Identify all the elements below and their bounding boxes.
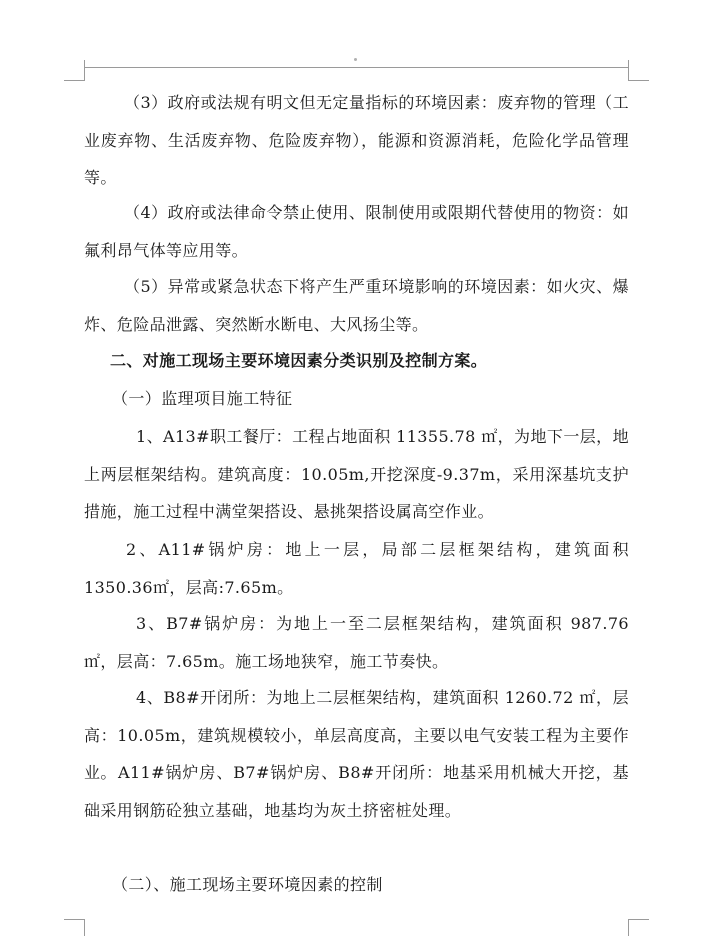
paragraph-item-4: （4）政府或法律命令禁止使用、限制使用或限期代替使用的物资：如氟利昂气体等应用等。 — [84, 203, 629, 260]
subsection-heading-2: （二）、施工现场主要环境因素的控制 — [112, 875, 383, 894]
header-rule — [84, 67, 629, 68]
crop-mark-br-h — [628, 919, 649, 920]
crop-mark-tr-v — [628, 60, 629, 81]
project-a13: 1、A13#职工餐厅：工程占地面积 11355.78 ㎡，为地下一层，地上两层框架结构。建筑高度：10.05m,开挖深度-9.37m，采用深基坑支护措施，施工过程中满堂架搭设、悬挑架搭设属高空作业。 — [84, 427, 629, 521]
crop-mark-tl-v — [84, 60, 85, 81]
project-b8: 4、B8#开闭所：为地上二层框架结构，建筑面积 1260.72 ㎡，层高：10.05m，建筑规模较小，单层高度高，主要以电气安装工程为主要作业。 — [84, 688, 629, 782]
crop-mark-tr-h — [628, 80, 649, 81]
crop-mark-br-v — [628, 919, 629, 936]
header-dot — [354, 58, 357, 61]
paragraph-item-3: （3）政府或法规有明文但无定量指标的环境因素：废弃物的管理（工业废弃物、生活废弃物、危险废弃物），能源和资源消耗，危险化学品管理等。 — [84, 93, 629, 187]
paragraph-item-5: （5）异常或紧急状态下将产生严重环境影响的环境因素：如火灾、爆炸、危险品泄露、突然断水断电、大风扬尘等。 — [84, 277, 629, 334]
crop-mark-tl-h — [64, 80, 85, 81]
subsection-heading-1: （一）监理项目施工特征 — [112, 389, 293, 408]
crop-mark-bl-v — [84, 919, 85, 936]
section-heading-2: 二、对施工现场主要环境因素分类识别及控制方案。 — [110, 351, 488, 370]
foundation-summary: A11#锅炉房、B7#锅炉房、B8#开闭所：地基采用机械大开挖，基础采用钢筋砼独立基础，地基均为灰土挤密桩处理。 — [84, 763, 629, 820]
project-a11: 2、A11#锅炉房：地上一层，局部二层框架结构，建筑面积 1350.36㎡，层高:7.65m。 — [84, 540, 629, 597]
crop-mark-bl-h — [64, 919, 85, 920]
project-b7: 3、B7#锅炉房：为地上一至二层框架结构，建筑面积 987.76 ㎡，层高：7.65m。施工场地狭窄，施工节奏快。 — [84, 614, 629, 671]
